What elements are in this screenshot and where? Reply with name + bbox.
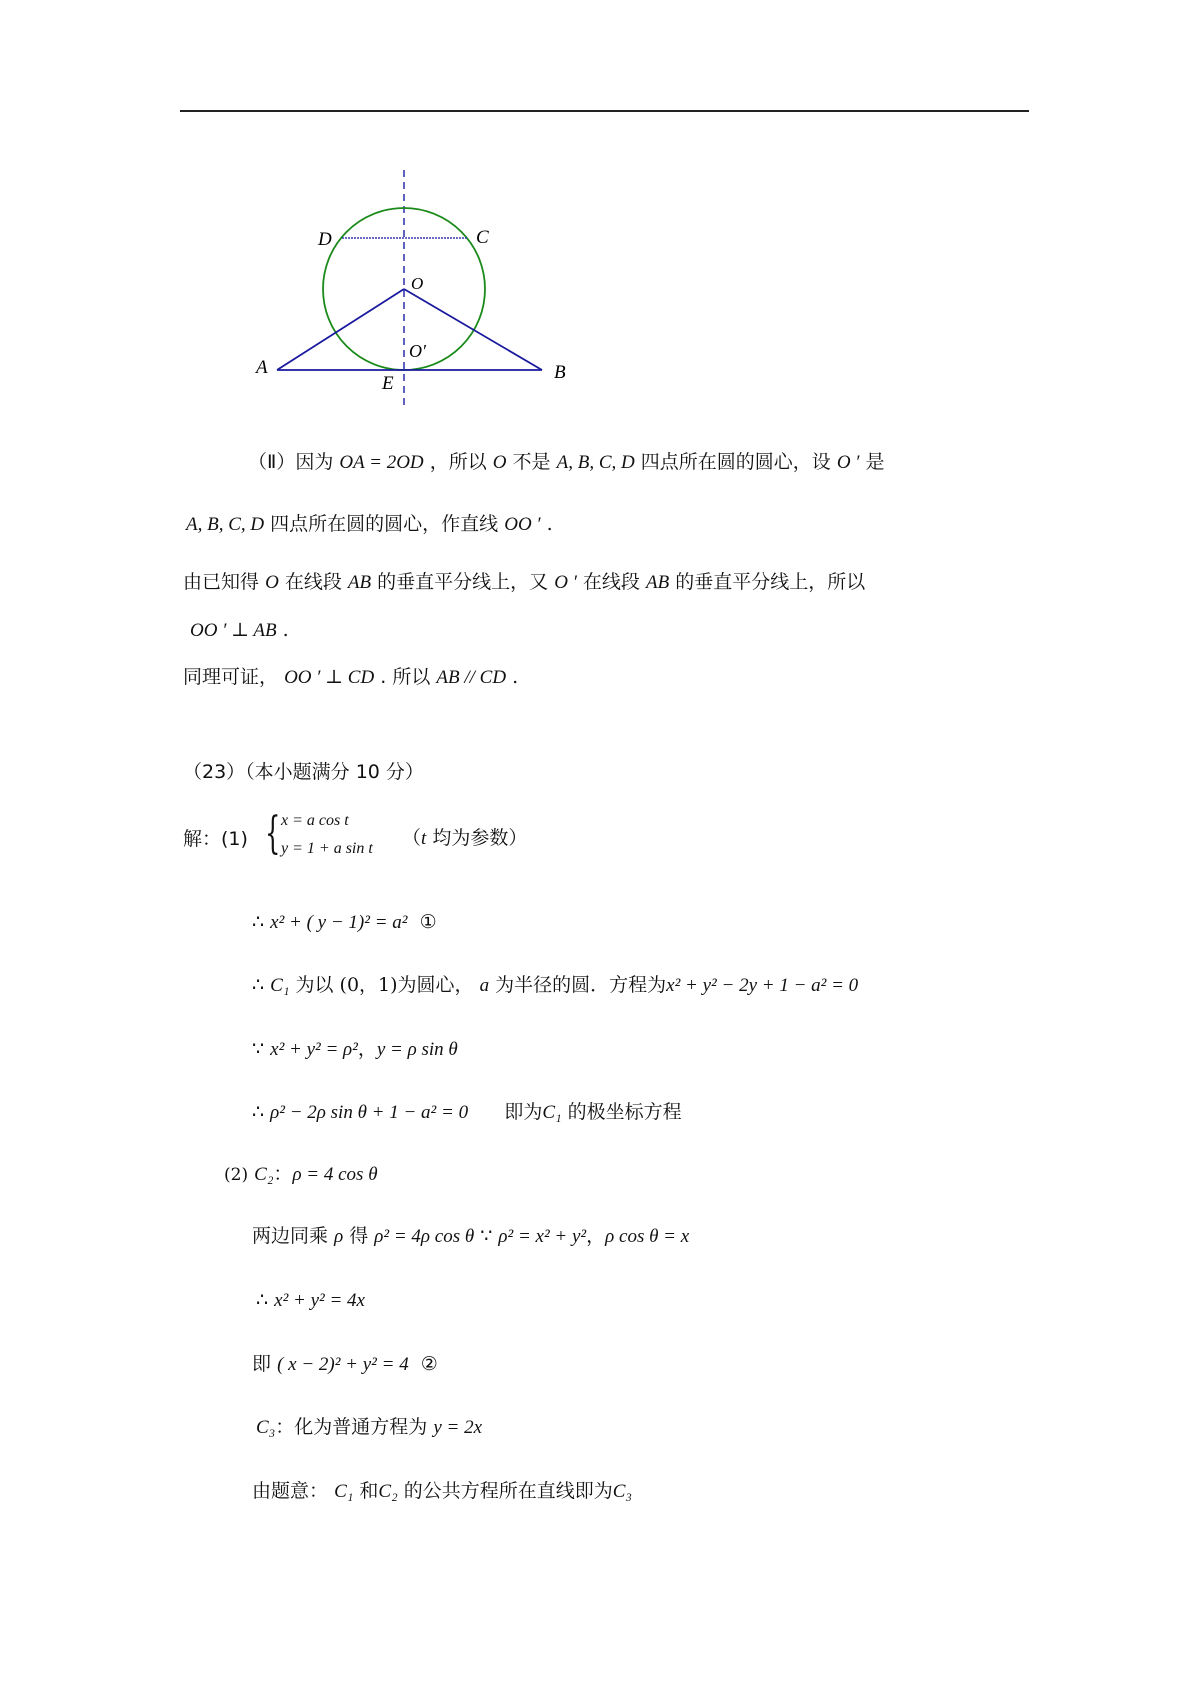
part2-line3: 由已知得 O 在线段 AB 的垂直平分线上，又 O ′ 在线段 AB 的垂直平分线上，所以 [183, 571, 866, 593]
step-1: ∴ x² + ( y − 1)² = a² ① [252, 911, 437, 933]
step-2: ∴ C₁ 为以 (0，1)为圆心， a 为半径的圆．方程为x² + y² − 2y + 1 − a² = 0 [252, 974, 859, 996]
label-b: B [554, 362, 566, 383]
label-e: E [382, 373, 394, 394]
step-5: 两边同乘 ρ 得 ρ² = 4ρ cos θ ∵ ρ² = x² + y²，ρ cos θ = x [252, 1225, 690, 1247]
geometry-figure [0, 0, 1200, 420]
system-row-1: x = a cos t [281, 812, 349, 829]
part2-line4: OO ′ ⊥ AB . [190, 619, 289, 641]
part2-line2: A, B, C, D 四点所在圆的圆心，作直线 OO ′ . [186, 513, 553, 535]
step-4: ∴ ρ² − 2ρ sin θ + 1 − a² = 0 即为C₁ 的极坐标方程 [252, 1101, 682, 1123]
part-2-header: (2) C₂：ρ = 4 cos θ [224, 1163, 378, 1185]
q23-solution-label: 解：(1) [183, 828, 248, 850]
part2-line1: （Ⅱ）因为 OA = 2OD ，所以 O 不是 A, B, C, D 四点所在圆的圆心，设 O ′ 是 [248, 451, 885, 473]
label-c: C [476, 227, 489, 248]
step-6: ∴ x² + y² = 4x [256, 1289, 365, 1311]
label-d: D [318, 229, 332, 250]
label-a: A [256, 357, 268, 378]
circled-1: ① [419, 911, 437, 933]
parameter-note: （t 均为参数） [402, 827, 528, 849]
label-o: O [411, 274, 424, 293]
q23-title: （23）（本小题满分 10 分） [183, 761, 424, 783]
parametric-system [265, 810, 395, 866]
step-8: C₃：化为普通方程为 y = 2x [256, 1416, 483, 1438]
part2-line5: 同理可证， OO ′ ⊥ CD . 所以 AB // CD . [183, 666, 519, 688]
label-o-prime: O′ [409, 341, 426, 361]
left-brace: { [265, 808, 281, 859]
step-7: 即 ( x − 2)² + y² = 4 ② [252, 1353, 438, 1375]
step-9: 由题意： C₁ 和C₂ 的公共方程所在直线即为C₃ [252, 1480, 633, 1502]
circled-2: ② [420, 1353, 438, 1375]
step-3: ∵ x² + y² = ρ²，y = ρ sin θ [252, 1038, 458, 1060]
segment-oa [277, 289, 404, 370]
system-row-2: y = 1 + a sin t [281, 840, 373, 857]
